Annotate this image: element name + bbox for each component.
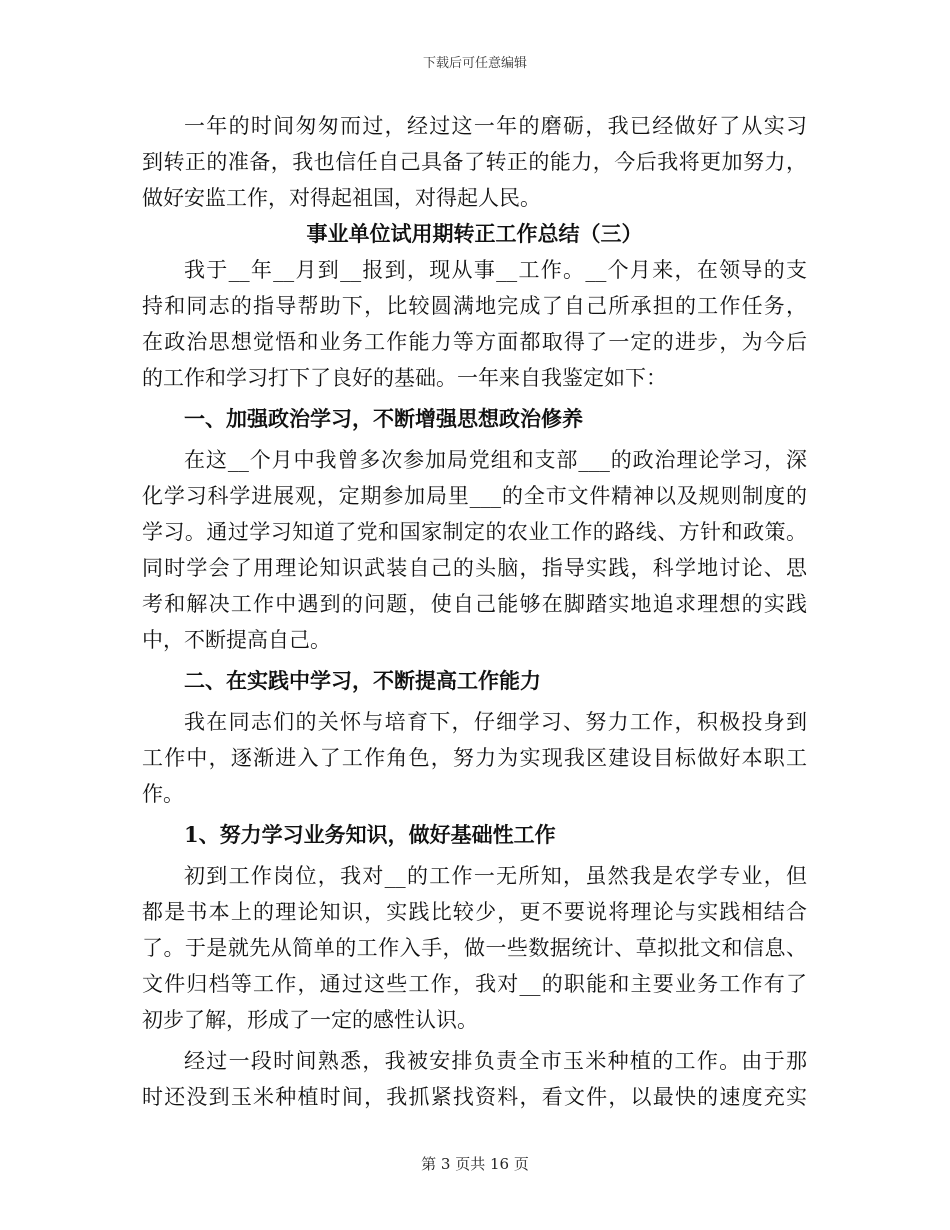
- paragraph-line: 我于__年__月到__报到，现从事__工作。__个月来，在领导的支: [184, 258, 807, 282]
- paragraph-line: 化学习科学进展观，定期参加局里___的全市文件精神以及规则制度的: [142, 484, 807, 508]
- paragraph-line: 我在同志们的关怀与培育下，仔细学习、努力工作，积极投身到: [184, 710, 807, 734]
- paragraph-line: 学习。通过学习知道了党和国家制定的农业工作的路线、方针和政策。: [142, 520, 807, 544]
- paragraph-line: 文件归档等工作，通过这些工作，我对__的职能和主要业务工作有了: [142, 972, 807, 996]
- document-body: [142, 108, 807, 1115]
- paragraph-line: 到转正的准备，我也信任自己具备了转正的能力，今后我将更加努力，: [142, 150, 807, 174]
- heading-3: 1、努力学习业务知识，做好基础性工作: [184, 822, 556, 847]
- heading-1: 一、加强政治学习，不断增强思想政治修养: [184, 406, 583, 431]
- paragraph-line: 经过一段时间熟悉，我被安排负责全市玉米种植的工作。由于那: [184, 1049, 807, 1073]
- paragraph-line: 初到工作岗位，我对__的工作一无所知，虽然我是农学专业，但: [184, 864, 807, 888]
- paragraph-line: 一年的时间匆匆而过，经过这一年的磨砺，我已经做好了从实习: [184, 114, 807, 138]
- paragraph-line: 都是书本上的理论知识，实践比较少，更不要说将理论与实践相结合: [142, 900, 807, 924]
- paragraph-line: 持和同志的指导帮助下，比较圆满地完成了自己所承担的工作任务，: [142, 294, 807, 318]
- paragraph-line: 了。于是就先从简单的工作入手，做一些数据统计、草拟批文和信息、: [142, 936, 807, 960]
- heading-2: 二、在实践中学习，不断提高工作能力: [184, 668, 541, 693]
- paragraph-line: 初步了解，形成了一定的感性认识。: [142, 1008, 478, 1032]
- paragraph-line: 做好安监工作，对得起祖国，对得起人民。: [142, 186, 541, 210]
- paragraph-line: 作。: [142, 782, 184, 806]
- paragraph-line: 的工作和学习打下了良好的基础。一年来自我鉴定如下：: [142, 366, 667, 390]
- page-footer: 第 3 页共 16 页: [421, 1155, 529, 1173]
- paragraph-line: 时还没到玉米种植时间，我抓紧找资料，看文件，以最快的速度充实: [142, 1085, 807, 1109]
- paragraph-line: 工作中，逐渐进入了工作角色，努力为实现我区建设目标做好本职工: [142, 746, 807, 770]
- section-title: 事业单位试用期转正工作总结（三）: [306, 221, 643, 246]
- paragraph-line: 在这__个月中我曾多次参加局党组和支部___的政治理论学习，深: [184, 448, 807, 472]
- page-header: 下载后可任意编辑: [422, 56, 527, 71]
- paragraph-line: 中，不断提高自己。: [142, 628, 331, 652]
- paragraph-line: 在政治思想觉悟和业务工作能力等方面都取得了一定的进步，为今后: [142, 330, 807, 354]
- paragraph-line: 同时学会了用理论知识武装自己的头脑，指导实践，科学地讨论、思: [142, 556, 807, 580]
- paragraph-line: 考和解决工作中遇到的问题，使自己能够在脚踏实地追求理想的实践: [142, 592, 807, 616]
